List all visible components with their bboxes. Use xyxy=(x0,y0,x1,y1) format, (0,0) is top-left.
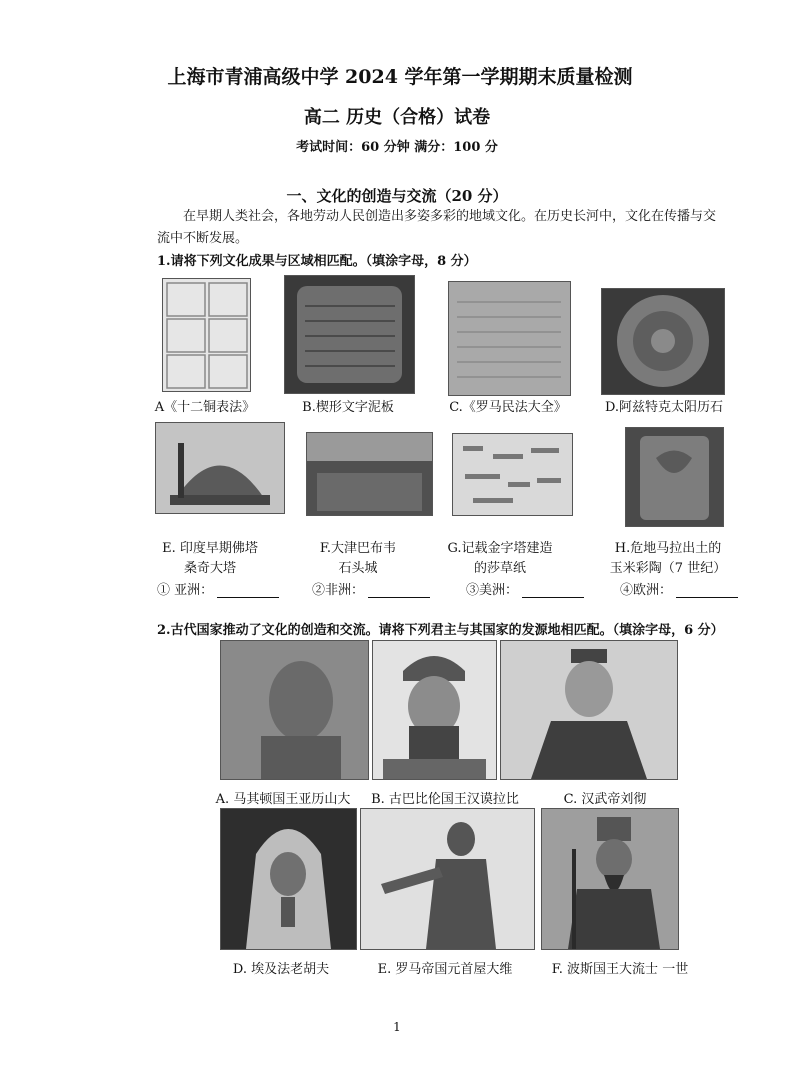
augustus-image xyxy=(360,808,535,950)
answer-europe-label: ④欧洲： xyxy=(620,583,673,598)
caption-q2-a: A. 马其顿国王亚历山大 xyxy=(215,792,351,807)
maize-pottery-image xyxy=(625,427,724,527)
caption-h-1: H.危地马拉出土的 xyxy=(614,541,722,556)
caption-f-2: 石头城 xyxy=(338,561,378,576)
caption-h-2: 玉米彩陶（7 世纪） xyxy=(609,561,727,576)
exam-subtitle: 高二 历史（合格）试卷 xyxy=(303,107,491,128)
answer-americas[interactable] xyxy=(466,579,584,598)
caption-q2-e: E. 罗马帝国元首屋大维 xyxy=(377,962,513,977)
darius-image xyxy=(541,808,679,950)
cuneiform-tablet-image xyxy=(284,275,415,394)
caption-q2-c: C. 汉武帝刘彻 xyxy=(563,792,647,807)
caption-d: D.阿兹特克太阳历石 xyxy=(604,400,724,415)
caption-f-1: F.大津巴布韦 xyxy=(319,541,397,556)
great-zimbabwe-image xyxy=(306,432,433,516)
caption-q2-b: B. 古巴比伦国王汉谟拉比 xyxy=(371,792,519,807)
answer-asia[interactable] xyxy=(157,579,279,598)
khufu-image xyxy=(220,808,357,950)
answer-asia-blank[interactable] xyxy=(217,585,279,598)
caption-q2-f: F. 波斯国王大流士 一世 xyxy=(551,962,689,977)
caption-g-2: 的莎草纸 xyxy=(473,561,526,576)
hammurabi-image xyxy=(372,640,497,780)
caption-e-1: E. 印度早期佛塔 xyxy=(162,541,258,556)
answer-europe-blank[interactable] xyxy=(676,585,738,598)
sanchi-stupa-image xyxy=(155,422,285,514)
section-heading: 一、文化的创造与交流（20 分） xyxy=(286,187,508,205)
roman-civil-law-image xyxy=(448,281,571,396)
caption-q2-d: D. 埃及法老胡夫 xyxy=(232,962,330,977)
exam-title: 上海市青浦高级中学 2024 学年第一学期期末质量检测 xyxy=(167,66,633,88)
question-2-prompt: 2.古代国家推动了文化的创造和交流。请将下列君主与其国家的发源地相匹配。（填涂字母，6 分） xyxy=(157,623,724,638)
emperor-wu-image xyxy=(500,640,678,780)
caption-e-2: 桑奇大塔 xyxy=(183,561,236,576)
answer-asia-label: ① 亚洲： xyxy=(157,583,214,598)
caption-g-1: G.记载金字塔建造 xyxy=(447,541,553,556)
twelve-tables-image xyxy=(162,278,251,392)
answer-africa-label: ②非洲： xyxy=(312,583,365,598)
exam-info: 考试时间：60 分钟 满分：100 分 xyxy=(296,140,498,155)
intro-line-2: 流中不断发展。 xyxy=(157,231,249,246)
caption-a: A《十二铜表法》 xyxy=(154,400,256,415)
question-1-prompt: 1.请将下列文化成果与区域相匹配。（填涂字母，8 分） xyxy=(157,254,477,269)
caption-b: B.楔形文字泥板 xyxy=(302,400,394,415)
alexander-image xyxy=(220,640,369,780)
answer-americas-blank[interactable] xyxy=(522,585,584,598)
intro-line-1: 在早期人类社会，各地劳动人民创造出多姿多彩的地域文化。在历史长河中，文化在传播与交 xyxy=(183,209,717,224)
caption-c: C.《罗马民法大全》 xyxy=(449,400,567,415)
answer-americas-label: ③美洲： xyxy=(466,583,519,598)
answer-africa[interactable] xyxy=(312,579,430,598)
aztec-sun-stone-image xyxy=(601,288,725,395)
answer-europe[interactable] xyxy=(620,579,738,598)
papyrus-image xyxy=(452,433,573,516)
answer-africa-blank[interactable] xyxy=(368,585,430,598)
page-number: 1 xyxy=(393,1020,401,1034)
